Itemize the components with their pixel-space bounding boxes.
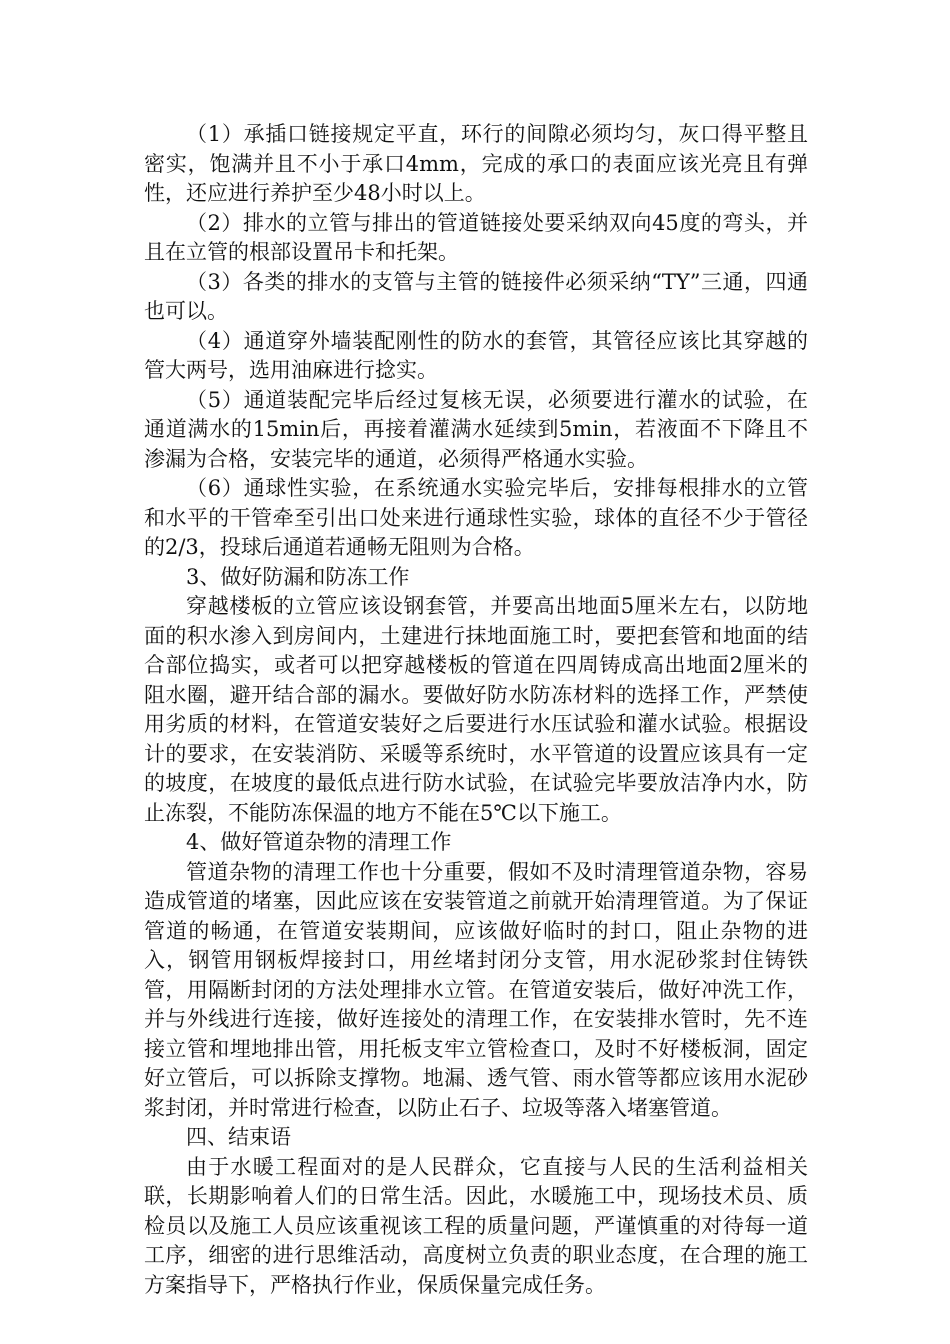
paragraph-item-2: （2）排水的立管与排出的管道链接处要采纳双向45度的弯头，并且在立管的根部设置吊卡和托架。 (144, 210, 808, 264)
document-body (144, 120, 808, 1300)
paragraph-item-5: （5）通道装配完毕后经过复核无误，必须要进行灌水的试验，在通道满水的15min后，再接着灌满水延续到5min，若液面不下降且不渗漏为合格，安装完毕的通道，必须得严格通水实验。 (144, 387, 808, 471)
paragraph-item-4: （4）通道穿外墙装配刚性的防水的套管，其管径应该比其穿越的管大两号，选用油麻进行捻实。 (144, 328, 808, 382)
section-heading-debris-cleanup: 4、做好管道杂物的清理工作 (186, 830, 452, 854)
paragraph-item-3: （3）各类的排水的支管与主管的链接件必须采纳“TY”三通，四通也可以。 (144, 269, 808, 323)
paragraph-conclusion: 由于水暖工程面对的是人民群众，它直接与人民的生活利益相关联，长期影响着人们的日常生活。因此，水暖施工中，现场技术员、质检员以及施工人员应该重视该工程的质量问题，严谨慎重的对待每一道工序，细密的进行思维活动，高度树立负责的职业态度，在合理的施工方案指导下，严格执行作业，保质保量完成任务。 (144, 1154, 808, 1297)
paragraph-leak-freeze: 穿越楼板的立管应该设钢套管，并要高出地面5厘米左右，以防地面的积水渗入到房间内，土建进行抹地面施工时，要把套管和地面的结合部位捣实，或者可以把穿越楼板的管道在四周铸成高出地面2厘米的阻水圈，避开结合部的漏水。要做好防水防冻材料的选择工作，严禁使用劣质的材料，在管道安装好之后要进行水压试验和灌水试验。根据设计的要求，在安装消防、采暖等系统时，水平管道的设置应该具有一定的坡度，在坡度的最低点进行防水试验，在试验完毕要放洁净内水，防止冻裂，不能防冻保温的地方不能在5℃以下施工。 (144, 594, 808, 825)
paragraph-item-1: （1）承插口链接规定平直，环行的间隙必须均匀，灰口得平整且密实，饱满并且不小于承口4mm，完成的承口的表面应该光亮且有弹性，还应进行养护至少48小时以上。 (144, 122, 808, 205)
section-heading-conclusion: 四、结束语 (186, 1125, 291, 1149)
section-heading-leak-freeze: 3、做好防漏和防冻工作 (186, 564, 410, 589)
paragraph-debris-cleanup: 管道杂物的清理工作也十分重要，假如不及时清理管道杂物，容易造成管道的堵塞，因此应该在安装管道之前就开始清理管道。为了保证管道的畅通，在管道安装期间，应该做好临时的封口，阻止杂物的进入，钢管用钢板焊接封口，用丝堵封闭分支管，用水泥砂浆封住铸铁管，用隔断封闭的方法处理排水立管。在管道安装后，做好冲洗工作，并与外线进行连接，做好连接处的清理工作，在安装排水管时，先不连接立管和埋地排出管，用托板支牢立管检查口，及时不好楼板洞，固定好立管后，可以拆除支撑物。地漏、透气管、雨水管等都应该用水泥砂浆封闭，并时常进行检查，以防止石子、垃圾等落入堵塞管道。 (144, 859, 808, 1120)
paragraph-item-6: （6）通球性实验，在系统通水实验完毕后，安排每根排水的立管和水平的干管牵至引出口处来进行通球性实验，球体的直径不少于管径的2/3，投球后通道若通畅无阻则为合格。 (144, 476, 808, 559)
